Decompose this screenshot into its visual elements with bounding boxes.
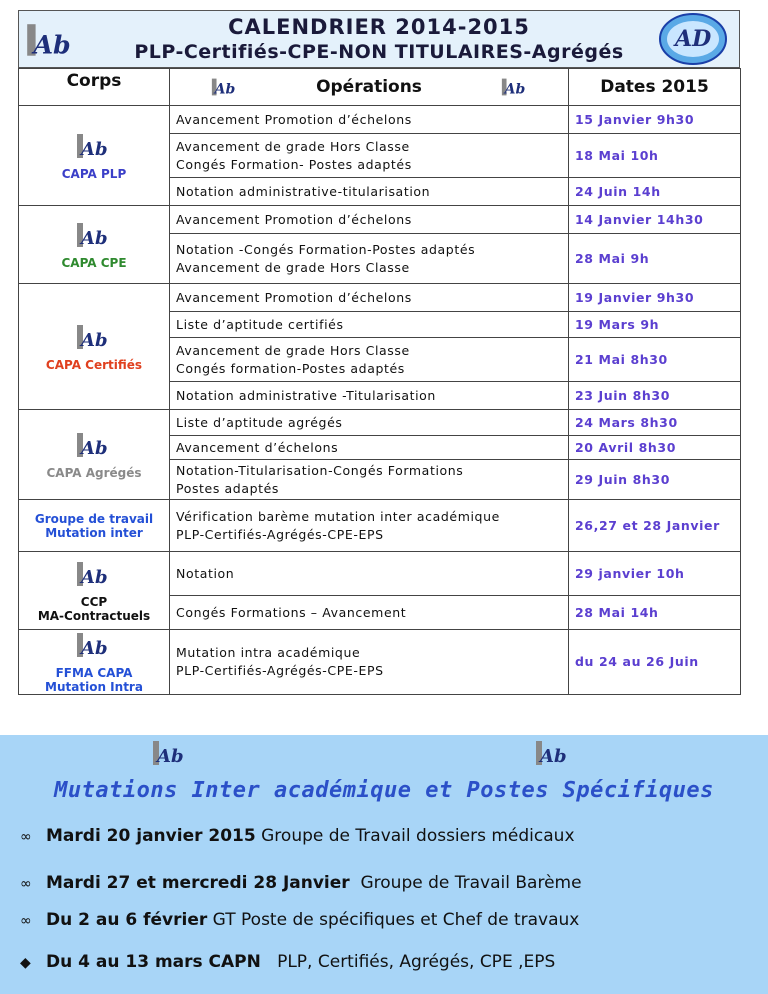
- ab-logo-text: Ab: [504, 81, 526, 98]
- operation-cell: [170, 552, 569, 596]
- banner-item: [20, 873, 582, 893]
- corps-label: CAPA PLP: [61, 166, 127, 181]
- date-cell: 28 Mai 14h: [569, 596, 741, 630]
- ab-logo-text: Ab: [81, 227, 108, 249]
- operation-text: Avancement Promotion d’échelons: [176, 211, 412, 227]
- operation-cell: [170, 284, 569, 312]
- date-cell: 29 Juin 8h30: [569, 460, 741, 500]
- header-corps: Corps: [19, 69, 170, 106]
- operation-cell: [170, 312, 569, 338]
- operation-text-line2: Congés Formation- Postes adaptés: [176, 156, 412, 172]
- ab-logo: [22, 20, 71, 62]
- table-row: [19, 206, 741, 234]
- corps-label-line2: Mutation Intra: [45, 680, 143, 694]
- operation-text-line2: Avancement de grade Hors Classe: [176, 259, 410, 275]
- corps-label: CAPA Certifiés: [45, 357, 143, 372]
- corps-label: CAPA CPE: [61, 255, 127, 270]
- operation-text: Notation administrative -Titularisation: [176, 387, 436, 403]
- operation-cell: [170, 500, 569, 552]
- corps-label-line2: MA-Contractuels: [37, 608, 151, 623]
- date-cell: 24 Juin 14h: [569, 178, 741, 206]
- banner-item: [20, 952, 555, 972]
- date-cell: 23 Juin 8h30: [569, 382, 741, 410]
- operation-cell: [170, 436, 569, 460]
- corps-label: Groupe de travail: [34, 511, 154, 526]
- operation-cell: [170, 134, 569, 178]
- bullet-icon: ◆: [20, 955, 31, 971]
- operation-cell: [170, 234, 569, 284]
- banner-item-date: Du 4 au 13 mars CAPN: [46, 952, 261, 972]
- table-row: [19, 552, 741, 596]
- ab-logo: [74, 630, 114, 660]
- header-operations: [170, 69, 569, 106]
- date-cell: 15 Janvier 9h30: [569, 106, 741, 134]
- operations-title: Opérations: [316, 77, 422, 97]
- corps-label: FFMA CAPA: [55, 666, 133, 680]
- corps-cell: [19, 500, 170, 552]
- bullet-icon: ∞: [20, 829, 32, 845]
- calendar-table: [18, 68, 741, 695]
- operation-cell: [170, 106, 569, 134]
- date-cell: 18 Mai 10h: [569, 134, 741, 178]
- ab-logo: [74, 220, 114, 250]
- banner-item-text: Groupe de Travail dossiers médicaux: [255, 826, 575, 846]
- ab-logo-text: Ab: [81, 566, 108, 588]
- operation-cell: [170, 206, 569, 234]
- table-row: [19, 284, 741, 312]
- ab-logo-text: Ab: [540, 746, 567, 767]
- operation-text: Mutation intra académique: [176, 645, 361, 660]
- date-cell: 21 Mai 8h30: [569, 338, 741, 382]
- banner-item-text: GT Poste de spécifiques et Chef de travaux: [207, 910, 580, 930]
- operation-text: Avancement de grade Hors Classe: [176, 138, 410, 154]
- operation-text-line2: Congés formation-Postes adaptés: [176, 360, 405, 376]
- bullet-icon: ∞: [20, 913, 32, 929]
- corps-cell: [19, 552, 170, 630]
- header-box: [18, 10, 740, 68]
- ab-logo-text: Ab: [81, 638, 108, 659]
- operation-cell: [170, 630, 569, 695]
- calendar-body: [19, 106, 741, 695]
- ab-logo-text: Ab: [81, 329, 108, 351]
- banner-item-date: Du 2 au 6 février: [46, 910, 208, 930]
- ab-logo: [533, 738, 573, 768]
- operation-cell: [170, 460, 569, 500]
- table-row: [19, 410, 741, 436]
- date-cell: du 24 au 26 Juin: [569, 630, 741, 695]
- table-row: [19, 500, 741, 552]
- operation-text-line2: Postes adaptés: [176, 480, 280, 496]
- page-subtitle: PLP-Certifiés-CPE-NON TITULAIRES-Agrégés: [134, 41, 624, 63]
- ab-logo: [74, 322, 114, 352]
- date-cell: 14 Janvier 14h30: [569, 206, 741, 234]
- ab-logo: [74, 430, 114, 460]
- date-cell: 19 Mars 9h: [569, 312, 741, 338]
- date-cell: 29 janvier 10h: [569, 552, 741, 596]
- page-title: CALENDRIER 2014-2015: [228, 15, 530, 39]
- banner-item: [20, 910, 579, 930]
- date-cell: 20 Avril 8h30: [569, 436, 741, 460]
- corps-label-line2: Mutation inter: [45, 525, 143, 540]
- corps-cell: [19, 630, 170, 695]
- banner-item: [20, 826, 575, 846]
- ab-small-logo: [210, 76, 238, 98]
- corps-cell: [19, 106, 170, 206]
- operation-text: Notation -Congés Formation-Postes adaptés: [176, 241, 476, 257]
- operation-text: Congés Formations – Avancement: [176, 604, 407, 620]
- ab-small-logo: [500, 76, 528, 98]
- bullet-icon: ∞: [20, 876, 32, 892]
- operation-text: Liste d’aptitude agrégés: [176, 414, 343, 430]
- ab-logo-text: Ab: [157, 746, 184, 767]
- operation-cell: [170, 410, 569, 436]
- date-cell: 19 Janvier 9h30: [569, 284, 741, 312]
- date-cell: 28 Mai 9h: [569, 234, 741, 284]
- corps-cell: [19, 410, 170, 500]
- ab-logo-text: Ab: [33, 29, 71, 60]
- corps-cell: [19, 206, 170, 284]
- ab-logo: [74, 131, 114, 161]
- operation-cell: [170, 596, 569, 630]
- operation-text: Avancement Promotion d’échelons: [176, 289, 412, 305]
- operation-text: Notation: [176, 565, 235, 581]
- table-row: [19, 106, 741, 134]
- operation-text-line2: PLP-Certifiés-Agrégés-CPE-EPS: [176, 663, 384, 678]
- ab-logo: [74, 559, 114, 589]
- operation-text: Notation-Titularisation-Congés Formations: [176, 462, 464, 478]
- banner-item-date: Mardi 20 janvier 2015: [46, 826, 256, 846]
- operation-text: Avancement de grade Hors Classe: [176, 342, 410, 358]
- operation-text: Avancement d’échelons: [176, 439, 339, 455]
- banner-item-text: PLP, Certifiés, Agrégés, CPE ,EPS: [260, 952, 556, 972]
- ab-logo: [150, 738, 190, 768]
- operation-text: Vérification barème mutation inter académique: [176, 508, 500, 524]
- ab-logo-text: Ab: [214, 81, 236, 98]
- operation-text-line2: PLP-Certifiés-Agrégés-CPE-EPS: [176, 526, 384, 542]
- banner-title: Mutations Inter académique et Postes Spécifiques: [54, 778, 714, 803]
- ad-logo: [658, 12, 728, 66]
- operation-cell: [170, 338, 569, 382]
- operation-cell: [170, 178, 569, 206]
- ad-logo-text: AD: [675, 26, 712, 52]
- operation-cell: [170, 382, 569, 410]
- date-cell: 26,27 et 28 Janvier: [569, 500, 741, 552]
- ab-logo-text: Ab: [81, 437, 108, 459]
- operation-text: Notation administrative-titularisation: [176, 183, 431, 199]
- corps-label: CAPA Agrégés: [46, 465, 142, 480]
- date-cell: 24 Mars 8h30: [569, 410, 741, 436]
- corps-cell: [19, 284, 170, 410]
- banner-item-date: Mardi 27 et mercredi 28 Janvier: [46, 873, 350, 893]
- header-dates: Dates 2015: [569, 69, 741, 106]
- operation-text: Avancement Promotion d’échelons: [176, 111, 412, 127]
- operation-text: Liste d’aptitude certifiés: [176, 316, 344, 332]
- table-header-row: [19, 69, 741, 106]
- corps-label: CCP: [80, 594, 108, 609]
- table-row: [19, 630, 741, 695]
- ab-logo-text: Ab: [81, 138, 108, 160]
- banner-item-text: Groupe de Travail Barème: [349, 873, 582, 893]
